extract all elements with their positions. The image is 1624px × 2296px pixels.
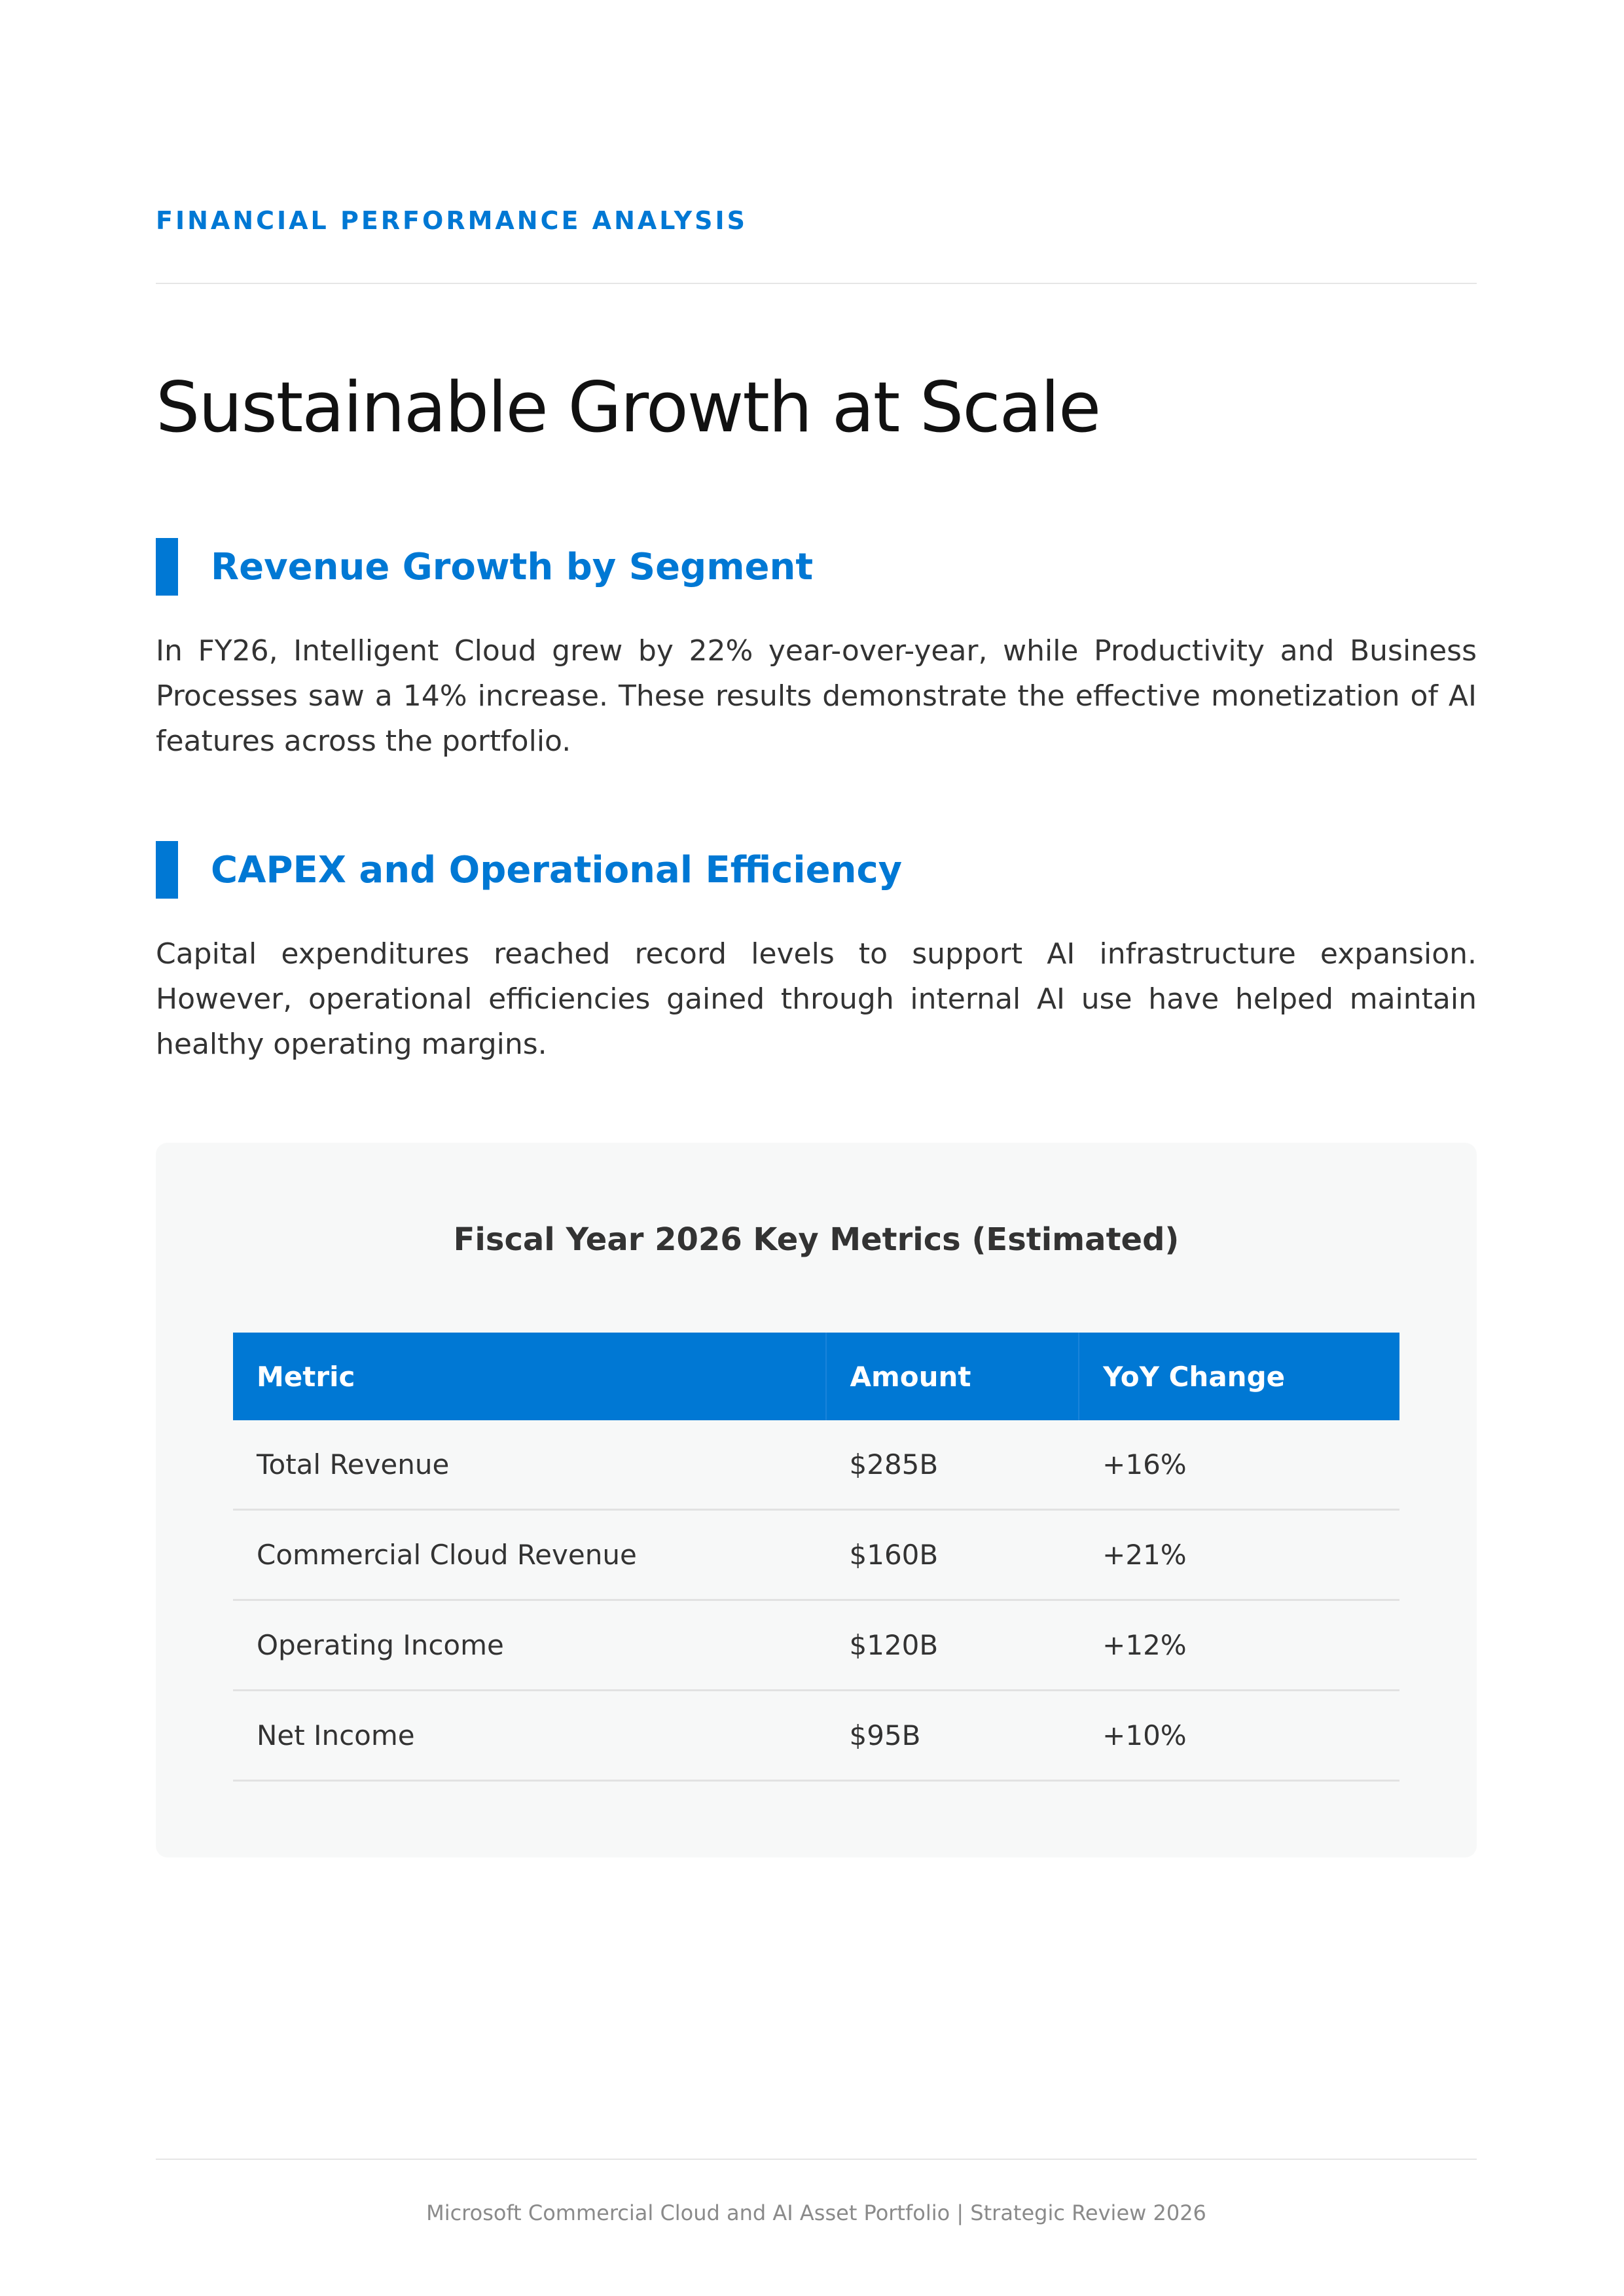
- cell-amount: $285B: [826, 1420, 1079, 1510]
- cell-amount: $120B: [826, 1600, 1079, 1691]
- cell-yoy-change: +16%: [1079, 1420, 1399, 1510]
- column-header-amount: Amount: [826, 1333, 1079, 1420]
- document-page: [156, 0, 1477, 2296]
- cell-amount: $95B: [826, 1691, 1079, 1781]
- cell-metric: Commercial Cloud Revenue: [233, 1510, 826, 1600]
- key-metrics-table: [233, 1333, 1399, 1782]
- section-paragraph-revenue-growth: In FY26, Intelligent Cloud grew by 22% year-over-year, while Productivity and Business Processes saw a 14% increase. These results demonstrate the effective monetization of AI features across the portfolio.: [156, 634, 1477, 758]
- page-title: Sustainable Growth at Scale: [156, 367, 1100, 448]
- footer-divider: [156, 2159, 1477, 2160]
- cell-yoy-change: +10%: [1079, 1691, 1399, 1781]
- table-row: [233, 1420, 1399, 1510]
- column-header-metric: Metric: [233, 1333, 826, 1420]
- key-metrics-title: Fiscal Year 2026 Key Metrics (Estimated): [453, 1221, 1180, 1258]
- section-heading-text: CAPEX and Operational Efficiency: [211, 848, 903, 891]
- cell-amount: $160B: [826, 1510, 1079, 1600]
- table-header-row: [233, 1333, 1399, 1420]
- column-header-yoy-change: YoY Change: [1079, 1333, 1399, 1420]
- section-heading-capex: [156, 841, 902, 899]
- cell-yoy-change: +12%: [1079, 1600, 1399, 1691]
- page-footer: Microsoft Commercial Cloud and AI Asset Portfolio | Strategic Review 2026: [426, 2200, 1206, 2225]
- cell-metric: Operating Income: [233, 1600, 826, 1691]
- section-label: FINANCIAL PERFORMANCE ANALYSIS: [156, 206, 748, 235]
- cell-metric: Total Revenue: [233, 1420, 826, 1510]
- heading-accent-bar: [156, 841, 178, 899]
- section-heading-text: Revenue Growth by Segment: [211, 545, 814, 588]
- table-row: [233, 1600, 1399, 1691]
- section-heading-revenue-growth: [156, 538, 813, 596]
- key-metrics-card: [156, 1143, 1477, 1857]
- heading-accent-bar: [156, 538, 178, 596]
- table-row: [233, 1691, 1399, 1781]
- header-divider: [156, 283, 1477, 284]
- section-paragraph-capex: Capital expenditures reached record levels to support AI infrastructure expansion. However, operational efficiencies gained through internal AI use have helped maintain healthy operating margins.: [156, 937, 1477, 1061]
- cell-metric: Net Income: [233, 1691, 826, 1781]
- cell-yoy-change: +21%: [1079, 1510, 1399, 1600]
- table-row: [233, 1510, 1399, 1600]
